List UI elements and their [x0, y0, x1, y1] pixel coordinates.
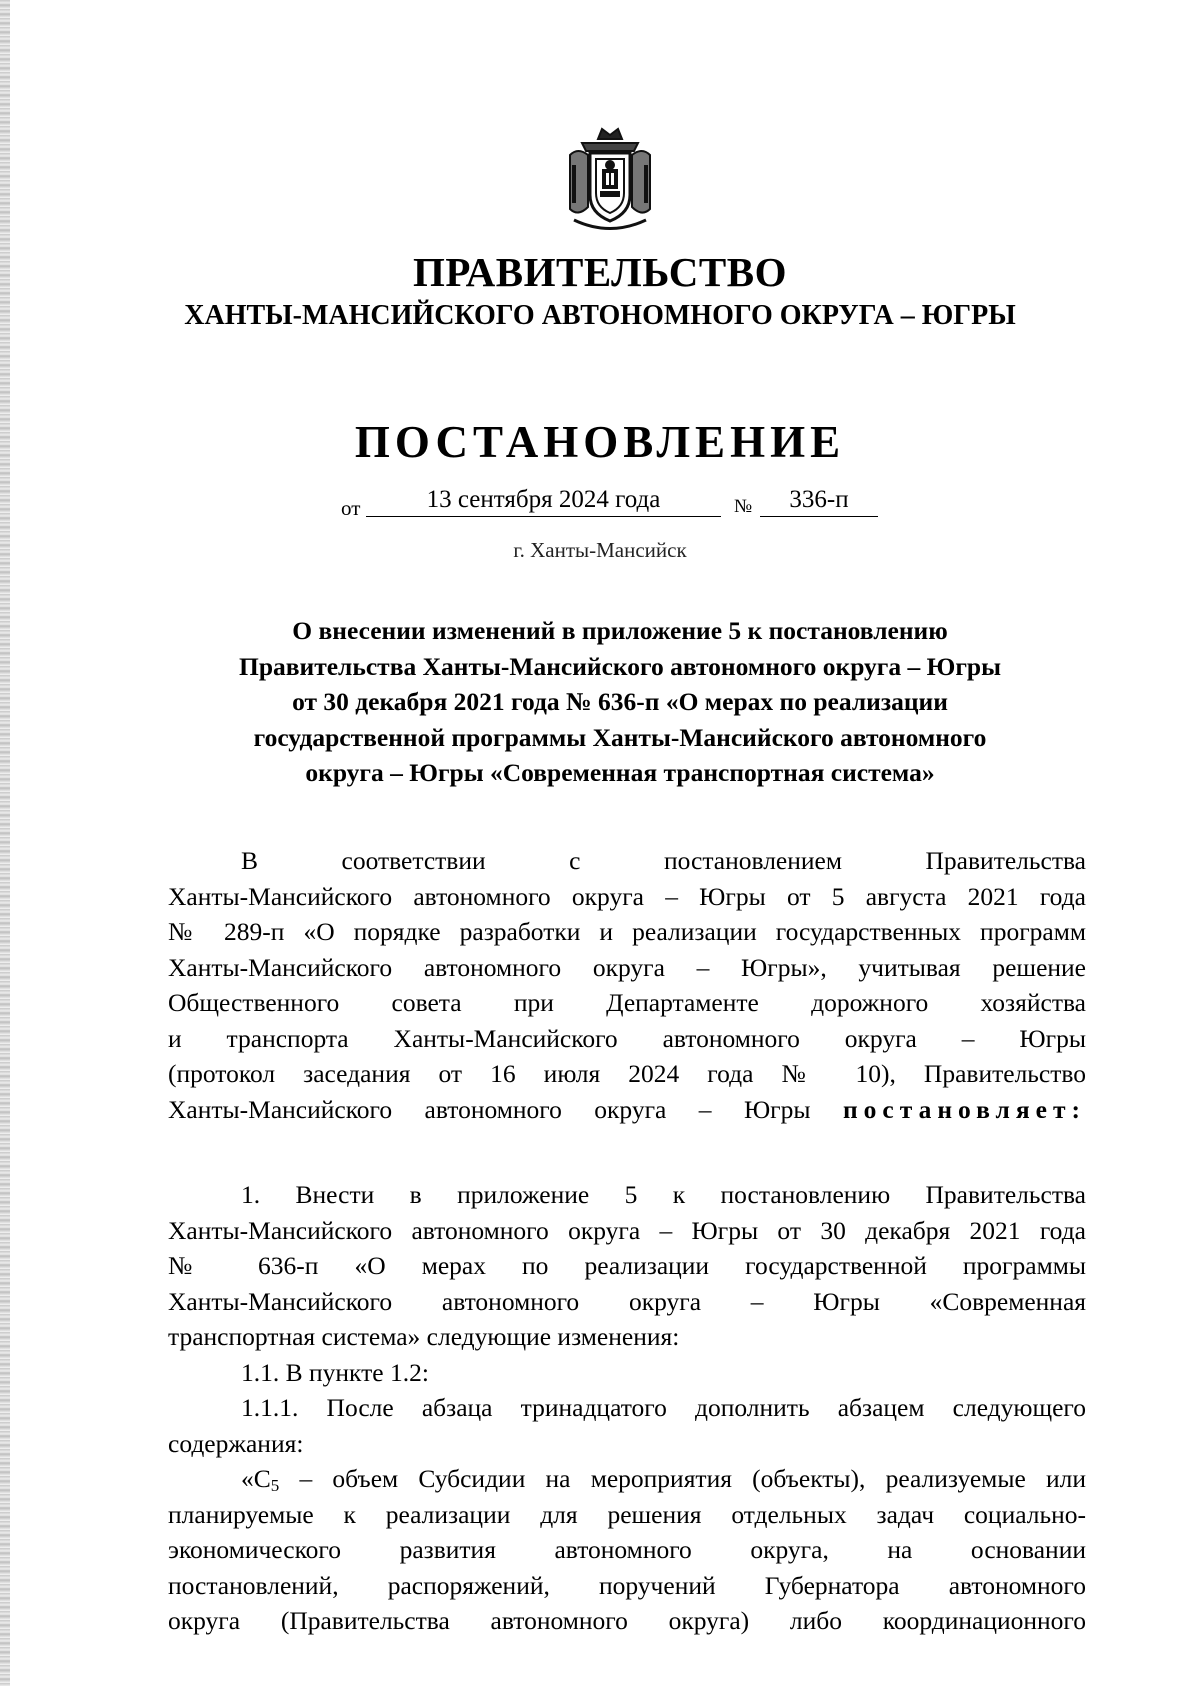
- document-subject: [190, 613, 1050, 791]
- preamble-line-text: Ханты-Мансийского автономного округа – Югры: [168, 1094, 811, 1124]
- subject-line: О внесении изменений в приложение 5 к постановлению: [292, 616, 948, 645]
- preamble-line: Ханты-Мансийского автономного округа – Югры», учитывая решение: [168, 952, 1086, 982]
- coat-of-arms-emblem: [560, 125, 660, 235]
- item-1-1-1-line: 1.1.1. После абзаца тринадцатого дополнить абзацем следующего: [241, 1393, 1086, 1422]
- quote-first-line-text: – объем Субсидии на мероприятия (объекты), реализуемые или: [279, 1464, 1086, 1493]
- city-line: г. Ханты-Мансийск: [513, 538, 687, 562]
- quote-line: экономического развития автономного округа, на основании: [168, 1535, 1086, 1564]
- document-body: [168, 843, 1086, 1639]
- quote-first-line: [168, 1461, 1086, 1497]
- preamble-line: Общественного совета при Департаменте дорожного хозяйства: [168, 988, 1086, 1017]
- government-title: ПРАВИТЕЛЬСТВО: [412, 249, 788, 295]
- quote-line: постановлений, распоряжений, поручений Губернатора автономного: [168, 1570, 1086, 1600]
- preamble-line: № 289-п «О порядке разработки и реализации государственных программ: [168, 917, 1086, 946]
- quote-prefix: «C: [241, 1464, 271, 1493]
- preamble-line: В соответствии с постановлением Правительства: [241, 846, 1086, 875]
- date-from-label: от: [341, 496, 361, 520]
- document-date: 13 сентября 2024 года: [366, 484, 721, 517]
- document-number: 336-п: [760, 484, 878, 517]
- subject-line: государственной программы Ханты-Мансийского автономного: [253, 722, 987, 752]
- item-1-1: 1.1. В пункте 1.2:: [241, 1357, 429, 1387]
- subject-line: Правительства Ханты-Мансийского автономного округа – Югры: [238, 651, 1001, 681]
- preamble-line: (протокол заседания от 16 июля 2024 года № 10), Правительство: [168, 1059, 1086, 1088]
- preamble-line: Ханты-Мансийского автономного округа – Югры от 5 августа 2021 года: [168, 881, 1086, 911]
- preamble-line: и транспорта Ханты-Мансийского автономного округа – Югры: [168, 1023, 1086, 1053]
- item-1-line: Ханты-Мансийского автономного округа – Югры «Современная: [168, 1286, 1086, 1316]
- quote-subscript: 5: [270, 1476, 280, 1495]
- preamble-last-line: [168, 1092, 1086, 1128]
- region-title: ХАНТЫ-МАНСИЙСКОГО АВТОНОМНОГО ОКРУГА – ЮГРЫ: [184, 300, 1016, 331]
- item-1-line: № 636-п «О мерах по реализации государственной программы: [168, 1251, 1086, 1280]
- item-1-line: транспортная система» следующие изменения:: [168, 1322, 680, 1351]
- number-label: №: [734, 496, 753, 517]
- subject-line: от 30 декабря 2021 года № 636-п «О мерах по реализации: [292, 687, 948, 716]
- item-1-line: 1. Внести в приложение 5 к постановлению Правительства: [241, 1180, 1086, 1209]
- item-1-1-1-line: содержания:: [168, 1428, 304, 1458]
- quote-line: планируемые к реализации для решения отдельных задач социально-: [168, 1499, 1086, 1529]
- item-1-line: Ханты-Мансийского автономного округа – Югры от 30 декабря 2021 года: [168, 1215, 1086, 1245]
- document-type: ПОСТАНОВЛЕНИЕ: [354, 417, 846, 467]
- paragraph-gap: [168, 1127, 1086, 1177]
- quote-line: округа (Правительства автономного округа) либо координационного: [168, 1606, 1086, 1635]
- decree-word: постановляет:: [842, 1094, 1086, 1124]
- subject-line: округа – Югры «Современная транспортная система»: [305, 758, 935, 787]
